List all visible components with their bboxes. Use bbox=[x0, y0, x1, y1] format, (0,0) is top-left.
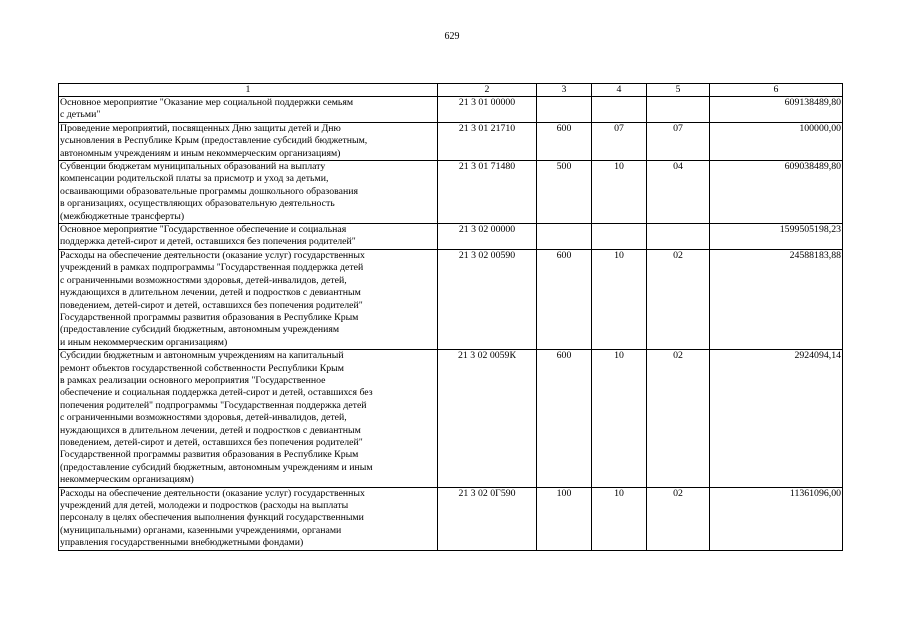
row-section: 10 bbox=[592, 350, 647, 487]
row-amount: 2924094,14 bbox=[710, 350, 843, 487]
row-section: 10 bbox=[592, 161, 647, 224]
row-amount: 100000,00 bbox=[710, 122, 843, 160]
row-amount: 24588183,88 bbox=[710, 249, 843, 349]
column-header: 6 bbox=[710, 84, 843, 97]
row-name: Расходы на обеспечение деятельности (оказание услуг) государственных учреждений для детей, молодежи и подростков (расходы на выплаты персоналу в целях обеспечения выполнения функций государственными (муниципальными) органами, казенными учреждениями, органами управления государственными внебюджетными фондами) bbox=[59, 487, 438, 550]
row-amount: 609138489,80 bbox=[710, 97, 843, 123]
row-subsection: 07 bbox=[647, 122, 710, 160]
row-name: Основное мероприятие "Государственное обеспечение и социальная поддержка детей-сирот и детей, оставшихся без попечения родителей" bbox=[59, 224, 438, 250]
row-code: 21 3 02 00000 bbox=[438, 224, 537, 250]
column-header: 3 bbox=[537, 84, 592, 97]
row-expense-type: 600 bbox=[537, 350, 592, 487]
row-name: Субсидии бюджетным и автономным учреждениям на капитальный ремонт объектов государственной собственности Республики Крым в рамках реализации основного мероприятия "Государственное обеспечение и социальная поддержка детей-сирот и детей, оставшихся без попечения родителей" подпрограммы "Государственная поддержка детей с ограниченными возможностями здоровья, детей-инвалидов, детей, нуждающихся в длительном лечении, детей и подростков с девиантным поведением, детей-сирот и детей, оставшихся без попечения родителей" Государственной программы развития образования в Республике Крым (предоставление субсидий бюджетным, автономным учреждениям и иным некоммерческим организациям) bbox=[59, 350, 438, 487]
row-expense-type: 600 bbox=[537, 249, 592, 349]
table-row bbox=[59, 161, 843, 224]
row-subsection: 04 bbox=[647, 161, 710, 224]
row-code: 21 3 02 00590 bbox=[438, 249, 537, 349]
row-subsection: 02 bbox=[647, 350, 710, 487]
row-subsection: 02 bbox=[647, 249, 710, 349]
column-header: 1 bbox=[59, 84, 438, 97]
row-subsection bbox=[647, 97, 710, 123]
table-row bbox=[59, 122, 843, 160]
column-header: 4 bbox=[592, 84, 647, 97]
column-header: 2 bbox=[438, 84, 537, 97]
row-section: 07 bbox=[592, 122, 647, 160]
row-name: Основное мероприятие "Оказание мер социальной поддержки семьям с детьми" bbox=[59, 97, 438, 123]
column-header: 5 bbox=[647, 84, 710, 97]
header-row bbox=[59, 84, 843, 97]
row-subsection bbox=[647, 224, 710, 250]
row-expense-type bbox=[537, 97, 592, 123]
row-expense-type: 100 bbox=[537, 487, 592, 550]
row-amount: 1599505198,23 bbox=[710, 224, 843, 250]
page-number: 629 bbox=[444, 31, 460, 42]
row-code: 21 3 01 71480 bbox=[438, 161, 537, 224]
row-section: 10 bbox=[592, 487, 647, 550]
row-name: Субвенции бюджетам муниципальных образований на выплату компенсации родительской платы за присмотр и уход за детьми, осваивающими образовательные программы дошкольного образования в организациях, осуществляющих образовательную деятельность (межбюджетные трансферты) bbox=[59, 161, 438, 224]
budget-table bbox=[58, 83, 843, 551]
row-code: 21 3 01 00000 bbox=[438, 97, 537, 123]
table-row bbox=[59, 224, 843, 250]
row-expense-type: 600 bbox=[537, 122, 592, 160]
row-section: 10 bbox=[592, 249, 647, 349]
row-code: 21 3 02 0059К bbox=[438, 350, 537, 487]
table-row bbox=[59, 487, 843, 550]
row-name: Проведение мероприятий, посвященных Дню защиты детей и Дню усыновления в Республике Крым (предоставление субсидий бюджетным, автономным учреждениям и иным некоммерческим организациям) bbox=[59, 122, 438, 160]
row-amount: 609038489,80 bbox=[710, 161, 843, 224]
row-name: Расходы на обеспечение деятельности (оказание услуг) государственных учреждений в рамках подпрограммы "Государственная поддержка детей с ограниченными возможностями здоровья, детей-инвалидов, детей, нуждающихся в длительном лечении, детей и подростков с девиантным поведением, детей-сирот и детей, оставшихся без попечения родителей" Государственной программы развития образования в Республике Крым (предоставление субсидий бюджетным, автономным учреждениям и иным некоммерческим организациям) bbox=[59, 249, 438, 349]
row-amount: 11361096,00 bbox=[710, 487, 843, 550]
table-row bbox=[59, 249, 843, 349]
row-subsection: 02 bbox=[647, 487, 710, 550]
row-expense-type: 500 bbox=[537, 161, 592, 224]
row-expense-type bbox=[537, 224, 592, 250]
table-row bbox=[59, 350, 843, 487]
row-section bbox=[592, 97, 647, 123]
table-row bbox=[59, 97, 843, 123]
row-code: 21 3 02 0Г590 bbox=[438, 487, 537, 550]
row-section bbox=[592, 224, 647, 250]
row-code: 21 3 01 21710 bbox=[438, 122, 537, 160]
